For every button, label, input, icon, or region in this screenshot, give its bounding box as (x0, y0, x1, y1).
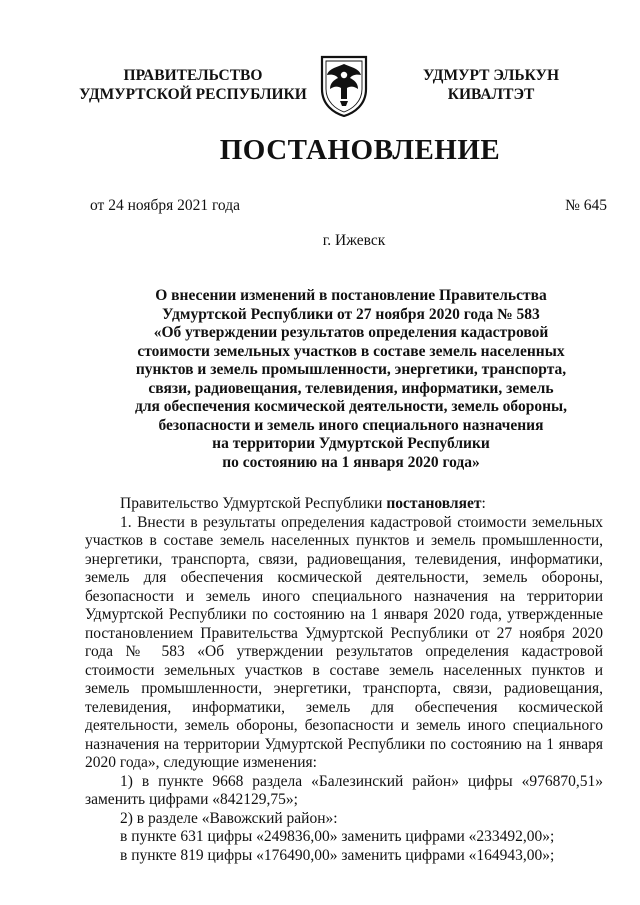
organization-name-udmurt (408, 66, 574, 104)
paragraph-1: 1. Внести в результаты определения кадастровой стоимости земельных участков в составе земель населенных пунктов и земель промышленности, энергетики, транспорта, связи, радиовещания, телевидения, информатики, земель для обеспечения космической деятельности, земель обороны, безопасности и земель иного специального назначения на территории Удмуртской Республики по состоянию на 1 января 2020 года, утвержденные постановлением Правительства Удмуртской Республики от 27 ноября 2020 года № 583 «Об утверждении результатов определения кадастровой стоимости земельных участков в составе земель населенных пунктов и земель промышленности, энергетики, транспорта, связи, радиовещания, телевидения, информатики, земель для обеспечения космической деятельности, земель обороны, безопасности и земель иного специального назначения на территории Удмуртской Республики по состоянию на 1 января 2020 года», следующие изменения: (85, 513, 603, 771)
list-item-2a: в пункте 631 цифры «249836,00» заменить цифрами «233492,00»; (120, 828, 555, 845)
subject-line: стоимости земельных участков в составе земель населенных (137, 342, 565, 360)
subject-line: связи, радиовещания, телевидения, информатики, земель (148, 379, 554, 397)
document-city: г. Ижевск (322, 232, 386, 249)
subject-line: для обеспечения космической деятельности, земель обороны, (134, 398, 567, 415)
subject-line: на территории Удмуртской Республики (212, 435, 490, 452)
subject-line: пунктов и земель промышленности, энергетики, транспорта, (135, 361, 567, 378)
list-item-2b: в пункте 819 цифры «176490,00» заменить цифрами «164943,00»; (120, 846, 555, 864)
subject-line: безопасности и земель иного специального назначения (158, 416, 544, 434)
preamble-decision-word: постановляет (386, 495, 482, 512)
subject-line: О внесении изменений в постановление Правительства (155, 287, 547, 304)
org-udm-line-1: УДМУРТ ЭЛЬКУН (422, 67, 560, 84)
document-body (85, 495, 603, 865)
list-item-2: 2) в разделе «Вавожский район»: (120, 809, 338, 827)
org-ru-line-2: УДМУРТСКОЙ РЕСПУБЛИКИ (79, 86, 307, 103)
udmurt-coat-of-arms-icon (316, 53, 372, 117)
org-udm-line-2: КИВАЛТЭТ (447, 86, 535, 103)
document-number: № 645 (565, 197, 607, 214)
preamble-text: Правительство Удмуртской Республики (120, 495, 387, 512)
document-title: ПОСТАНОВЛЕНИЕ (219, 134, 501, 166)
preamble-paragraph (85, 495, 603, 514)
preamble-colon: : (481, 495, 486, 512)
subject-line: Удмуртской Республики от 27 ноября 2020 года № 583 (162, 305, 540, 323)
list-item-1: 1) в пункте 9668 раздела «Балезинский район» цифры «976870,51» заменить цифрами «842129,75»; (85, 772, 603, 808)
document-subject (103, 287, 599, 472)
subject-line: по состоянию на 1 января 2020 года» (222, 453, 480, 471)
subject-line: «Об утверждении результатов определения кадастровой (153, 324, 549, 341)
organization-name-russian (68, 66, 318, 104)
document-date: от 24 ноября 2021 года (90, 197, 241, 214)
org-ru-line-1: ПРАВИТЕЛЬСТВО (123, 67, 263, 84)
